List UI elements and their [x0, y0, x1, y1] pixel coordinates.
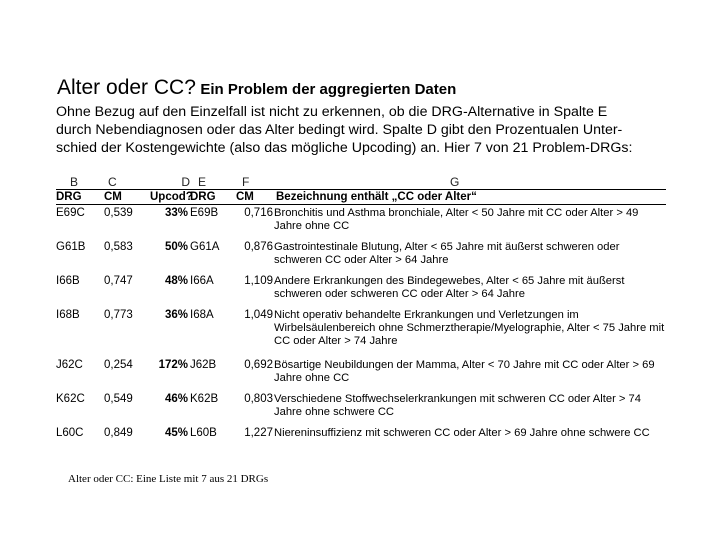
drg-table-wrap [56, 175, 666, 455]
cm-alt-cell: 0,803 [244, 393, 273, 405]
table-row [56, 205, 666, 240]
drg-cell: I68B [56, 309, 80, 321]
header-cell: CM [230, 190, 274, 205]
cm-alt-cell: 0,716 [244, 207, 273, 219]
description-cell: Gastrointestinale Blutung, Alter < 65 Jahre mit äußerst schweren oder schweren CC oder Alter > 64 Jahre [274, 241, 620, 266]
intro-line: Ohne Bezug auf den Einzelfall ist nicht zu erkennen, ob die DRG-Alternative in Spalte E [56, 104, 608, 120]
cm-cell: 0,539 [104, 207, 133, 219]
drg-alt-cell: J62B [190, 359, 217, 371]
upcoding-cell: 50% [164, 241, 188, 253]
cm-alt-cell: 0,692 [244, 359, 273, 371]
drg-alt-cell: I68A [190, 309, 214, 321]
upcoding-cell: 46% [164, 393, 188, 405]
table-row [56, 239, 666, 273]
drg-alt-cell: K62B [190, 393, 219, 405]
drg-cell: E69C [56, 207, 85, 219]
upcoding-cell: 172% [158, 359, 188, 371]
cm-cell: 0,254 [104, 359, 133, 371]
table-row [56, 391, 666, 425]
figure-caption: Alter oder CC: Eine Liste mit 7 aus 21 DRGs [68, 473, 269, 485]
upcoding-cell: 33% [164, 207, 188, 219]
drg-alt-cell: G61A [190, 241, 220, 253]
column-letter: E [198, 175, 207, 189]
upcoding-cell: 45% [164, 427, 188, 439]
intro-line: durch Nebendiagnosen oder das Alter bedingt wird. Spalte D gibt den Prozentualen Unter- [56, 122, 623, 138]
drg-cell: L60C [56, 427, 84, 439]
cm-alt-cell: 1,109 [244, 275, 273, 287]
column-letter-row [56, 175, 666, 190]
table-row [56, 273, 666, 307]
drg-cell: G61B [56, 241, 86, 253]
column-letter: C [108, 175, 117, 189]
column-letter: F [242, 175, 250, 189]
table-row [56, 425, 666, 455]
header-cell: Bezeichnung enthält „CC oder Alter“ [274, 190, 666, 205]
title-main: Alter oder CC? [57, 76, 196, 99]
cm-alt-cell: 1,227 [244, 427, 273, 439]
drg-alt-cell: I66A [190, 275, 214, 287]
description-cell: Nicht operativ behandelte Erkrankungen und Verletzungen im Wirbelsäulenbereich ohne Schmerztherapie/Myelographie, Alter < 75 Jahre mit CC oder Alter > 74 Jahre [274, 309, 665, 347]
drg-cell: I66B [56, 275, 80, 287]
cm-cell: 0,747 [104, 275, 133, 287]
table-row [56, 307, 666, 357]
table-row [56, 357, 666, 391]
upcoding-cell: 36% [164, 309, 188, 321]
cm-cell: 0,549 [104, 393, 133, 405]
header-cell: DRG [56, 190, 98, 205]
column-letter: G [450, 175, 460, 189]
intro-paragraph [56, 103, 668, 157]
column-letter: B [70, 175, 79, 189]
description-cell: Verschiedene Stoffwechselerkrankungen mit schweren CC oder Alter > 74 Jahre ohne schwere CC [274, 393, 642, 418]
description-cell: Niereninsuffizienz mit schweren CC oder Alter > 69 Jahre ohne schwere CC [274, 427, 650, 439]
header-cell: Upcod? [150, 191, 193, 203]
cm-alt-cell: 1,049 [244, 309, 273, 321]
cm-alt-cell: 0,876 [244, 241, 273, 253]
drg-alt-cell: L60B [190, 427, 217, 439]
description-cell: Bösartige Neubildungen der Mamma, Alter < 70 Jahre mit CC oder Alter > 69 Jahre ohne CC [274, 359, 655, 384]
intro-line: schied der Kostengewichte (also das mögliche Upcoding) an. Hier 7 von 21 Problem-DRGs: [56, 140, 633, 156]
drg-cell: K62C [56, 393, 85, 405]
drg-cell: J62C [56, 359, 83, 371]
title-sub: Ein Problem der aggregierten Daten [200, 81, 457, 98]
drg-table [56, 175, 666, 455]
drg-alt-cell: E69B [190, 207, 219, 219]
description-cell: Bronchitis und Asthma bronchiale, Alter < 50 Jahre mit CC oder Alter > 49 Jahre ohne CC [274, 207, 639, 232]
cm-cell: 0,773 [104, 309, 133, 321]
header-cell: DRG [190, 190, 230, 205]
column-letter: D [181, 175, 190, 189]
header-row [56, 190, 666, 205]
upcoding-cell: 48% [164, 275, 188, 287]
cm-cell: 0,849 [104, 427, 133, 439]
header-cell: CM [98, 190, 150, 205]
cm-cell: 0,583 [104, 241, 133, 253]
slide-title [57, 76, 667, 100]
description-cell: Andere Erkrankungen des Bindegewebes, Alter < 65 Jahre mit äußerst schweren oder schweren CC oder Alter > 64 Jahre [274, 275, 625, 300]
